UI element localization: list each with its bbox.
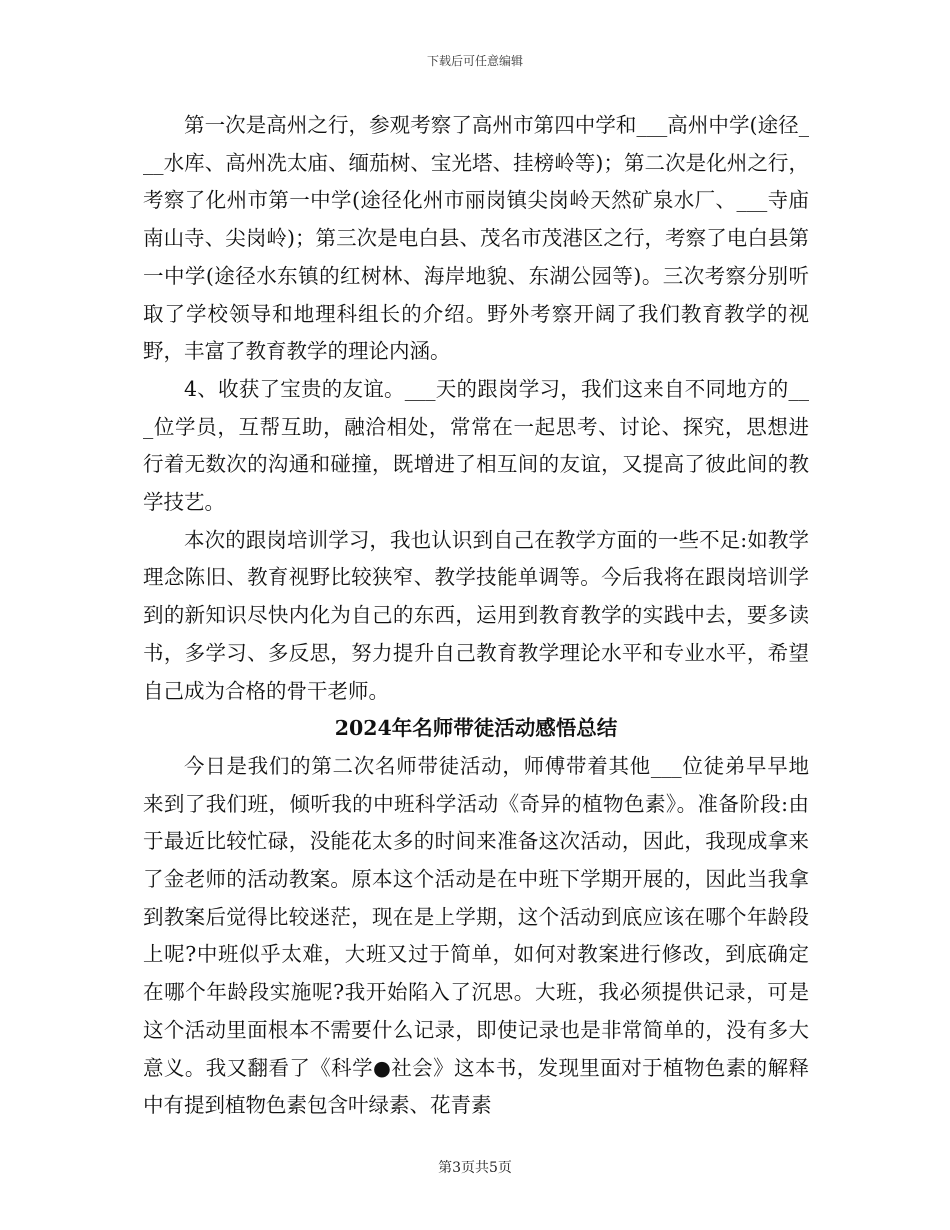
paragraph-activity-summary: 今日是我们的第二次名师带徒活动，师傅带着其他___位徒弟早早地来到了我们班，倾听我的中班科学活动《奇异的植物色素》。准备阶段:由于最近比较忙碌，没能花太多的时间来准备这次活动，因此，我现成拿来了金老师的活动教案。原本这个活动是在中班下学期开展的，因此当我拿到教案后觉得比较迷茫，现在是上学期，这个活动到底应该在哪个年龄段上呢?中班似乎太难，大班又过于简单，如何对教案进行修改，到底确定在哪个年龄段实施呢?我开始陷入了沉思。大班，我必须提供记录，可是这个活动里面根本不需要什么记录，即使记录也是非常简单的，没有多大意义。我又翻看了《科学●社会》这本书，发现里面对于植物色素的解释中有提到植物色素包含叶绿素、花青素: [143, 753, 809, 1118]
document-body: [143, 107, 809, 1125]
page-header-note: 下载后可任意编辑: [426, 54, 523, 68]
paragraph-friendship: 4、收获了宝贵的友谊。___天的跟岗学习，我们这来自不同地方的___位学员，互帮互助，融洽相处，常常在一起思考、讨论、探究，思想进行着无数次的沟通和碰撞，既增进了相互间的友谊，又提高了彼此间的教学技艺。: [143, 376, 809, 515]
section-title: 2024年名师带徒活动感悟总结: [334, 716, 618, 741]
paragraph-shortcomings: 本次的跟岗培训学习，我也认识到自己在教学方面的一些不足:如教学理念陈旧、教育视野比较狭窄、教学技能单调等。今后我将在跟岗培训学到的新知识尽快内化为自己的东西，运用到教育教学的实践中去，要多读书，多学习、多反思，努力提升自己教育教学理论水平和专业水平，希望自己成为合格的骨干老师。: [143, 527, 809, 703]
paragraph-field-trips: 第一次是高州之行，参观考察了高州市第四中学和___高州中学(途径___水库、高州冼太庙、缅茄树、宝光塔、挂榜岭等)；第二次是化州之行，考察了化州市第一中学(途径化州市丽岗镇尖岗岭天然矿泉水厂、___寺庙南山寺、尖岗岭)；第三次是电白县、茂名市茂港区之行，考察了电白县第一中学(途径水东镇的红树林、海岸地貌、东湖公园等)。三次考察分别听取了学校领导和地理科组长的介绍。野外考察开阔了我们教育教学的视野，丰富了教育教学的理论内涵。: [143, 113, 809, 364]
page-number-footer: 第3页共5页: [438, 1160, 512, 1176]
